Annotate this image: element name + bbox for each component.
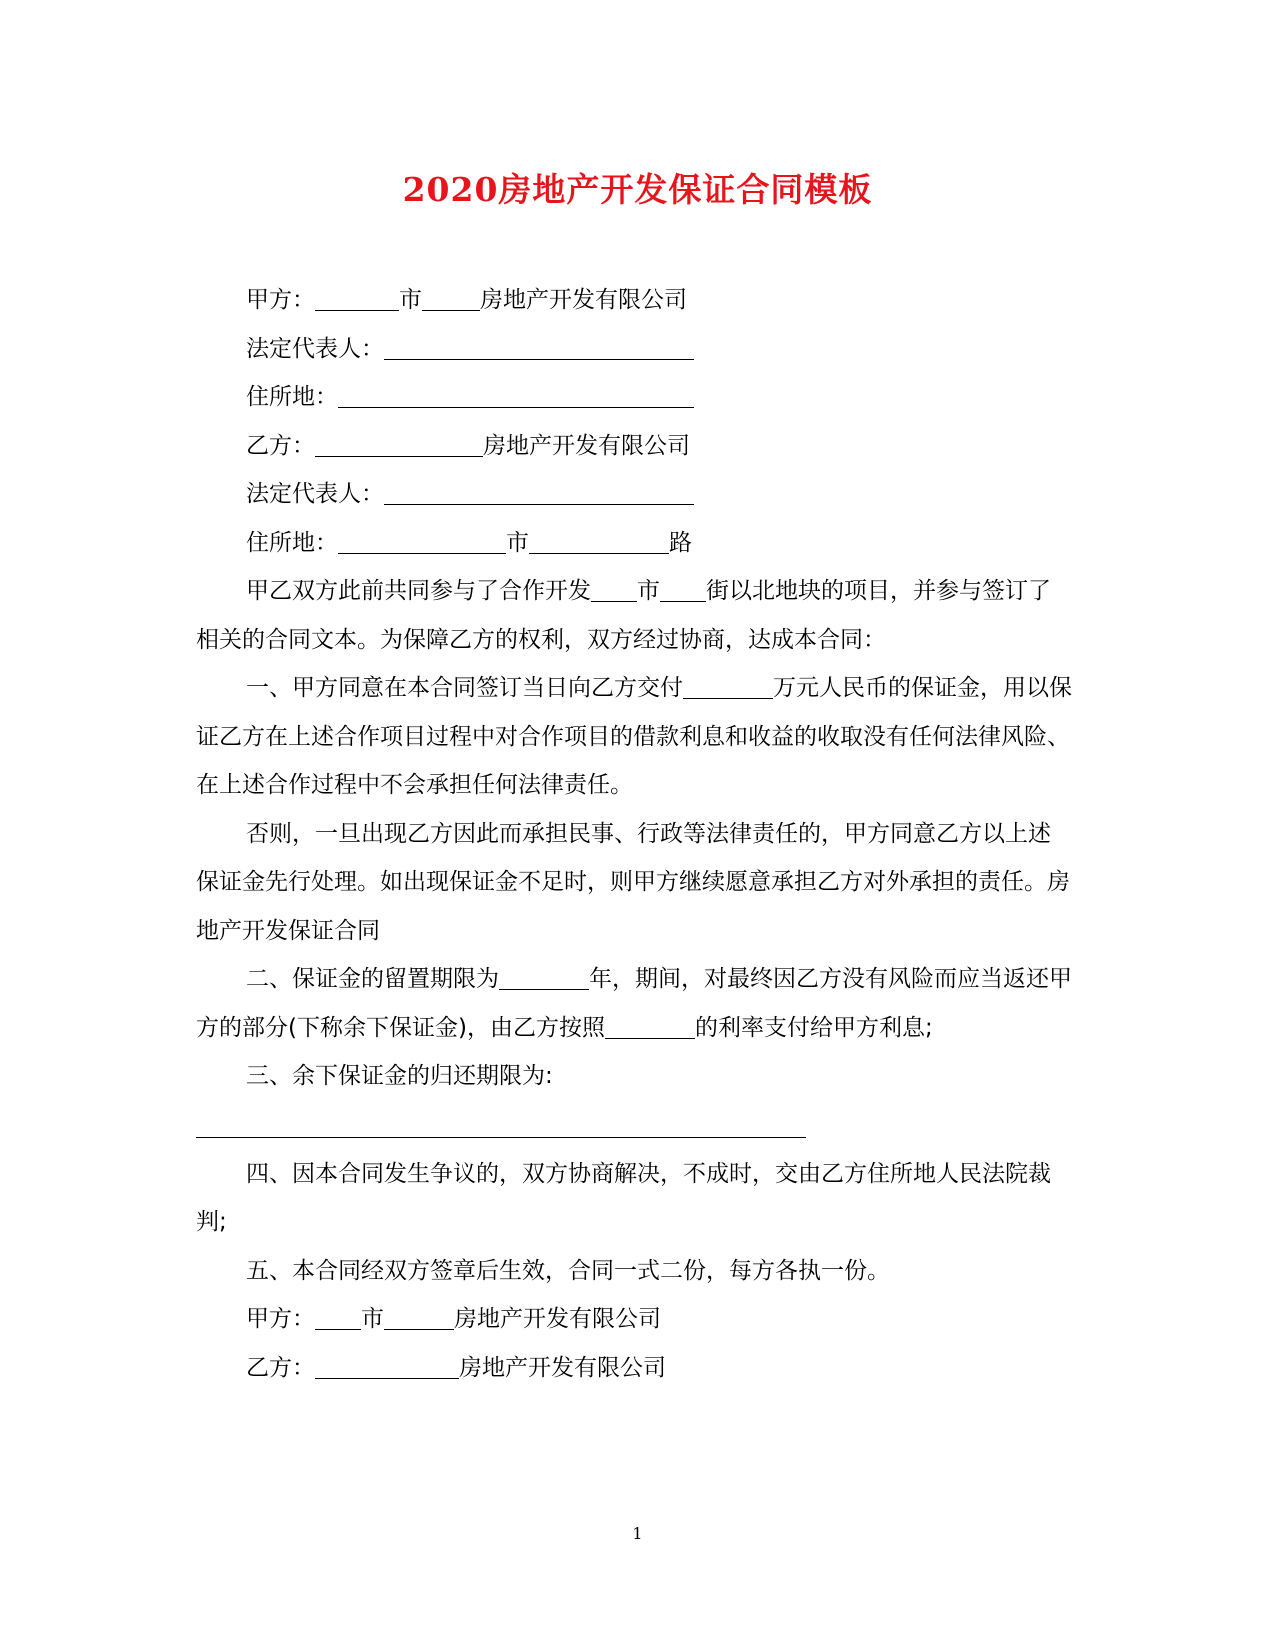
blank-field	[338, 527, 506, 554]
party-a-line	[196, 276, 1072, 325]
blank-field	[315, 430, 483, 457]
document-title: 2020房地产开发保证合同模板	[402, 170, 873, 209]
blank-field	[315, 1303, 361, 1330]
party-b-addr-road: 路	[669, 529, 692, 556]
clause-1b-paragraph: 否则，一旦出现乙方因此而承担民事、行政等法律责任的，甲方同意乙方以上述保证金先行处理。如出现保证金不足时，则甲方继续愿意承担乙方对外承担的责任。房地产开发保证合同	[196, 820, 1070, 944]
clause-2-text-4: ;	[924, 1014, 933, 1041]
party-a-addr-label: 住所地：	[246, 384, 338, 410]
document-body	[196, 276, 1072, 1392]
party-b-line	[196, 422, 1072, 471]
party-a-addr-line	[196, 373, 1072, 422]
blank-field	[660, 575, 706, 602]
party-b-addr-city: 市	[506, 529, 529, 556]
blank-field	[384, 333, 694, 360]
clause-2-text-1: 二、保证金的留置期限为	[246, 966, 499, 992]
party-a-label: 甲方：	[246, 287, 315, 313]
clause-5-paragraph: 五、本合同经双方签章后生效，合同一式二份，每方各执一份。	[246, 1257, 890, 1284]
blank-field	[529, 527, 669, 554]
clause-4-paragraph: 四、因本合同发生争议的，双方协商解决，不成时，交由乙方住所地人民法院裁判;	[196, 1160, 1051, 1235]
party-b-label: 乙方：	[246, 432, 315, 459]
sign-a-label: 甲方：	[246, 1306, 315, 1332]
clause-1-text-1: 一、甲方同意在本合同签订当日向乙方交付	[246, 675, 683, 701]
signature-party-b	[196, 1344, 1072, 1393]
blank-field	[422, 284, 480, 311]
party-a-city: 市	[399, 287, 422, 313]
party-b-rep-line	[196, 470, 1072, 519]
sign-b-label: 乙方：	[246, 1354, 315, 1381]
party-b-company: 房地产开发有限公司	[483, 432, 690, 459]
clause-2-text-3: 的利率支付给甲方利息	[694, 1014, 925, 1041]
party-b-rep-label: 法定代表人：	[246, 481, 384, 507]
blank-field	[605, 1012, 695, 1039]
intro-text-3: 街以北地块的项目，并参与签订了相关的合同文本。为保障乙方的权利，双方经过协商，达成本合同：	[196, 578, 1051, 653]
clause-2-text-2: 年，期间，对最终因乙方没有风险而应当返还甲方的部分(下称余下保证金)，由乙方按照	[196, 966, 1072, 1041]
sign-b-company: 房地产开发有限公司	[459, 1354, 666, 1381]
blank-field	[683, 672, 773, 699]
clause-1-paragraph	[196, 664, 1072, 810]
sign-a-company: 房地产开发有限公司	[454, 1306, 661, 1332]
page-number: 1	[632, 1524, 643, 1543]
intro-paragraph	[196, 567, 1072, 664]
blank-field	[315, 1352, 459, 1379]
clause-1-text-2: 万元人民币的保证金，用以保证乙方在上述合作项目过程中对合作项目的借款利息和收益的收取没有任何法律风险、在上述合作过程中不会承担任何法律责任。	[196, 675, 1072, 798]
signature-party-a	[196, 1295, 1072, 1344]
blank-field	[499, 963, 589, 990]
intro-text-2: 市	[637, 578, 660, 604]
party-a-rep-line	[196, 325, 1072, 374]
clause-2-paragraph	[196, 955, 1072, 1052]
party-a-company: 房地产开发有限公司	[480, 287, 687, 313]
blank-field	[384, 478, 694, 505]
blank-field	[338, 381, 694, 408]
clause-3-paragraph: 三、余下保证金的归还期限为:	[246, 1063, 553, 1089]
blank-field	[591, 575, 637, 602]
party-b-addr-line	[196, 519, 1072, 568]
party-b-addr-label: 住所地：	[246, 529, 338, 556]
clause-3-blank-line	[196, 1101, 806, 1138]
sign-a-city: 市	[361, 1306, 384, 1332]
blank-field	[384, 1303, 454, 1330]
party-a-rep-label: 法定代表人：	[246, 335, 384, 362]
intro-text-1: 甲乙双方此前共同参与了合作开发	[246, 578, 591, 604]
blank-field	[315, 284, 399, 311]
